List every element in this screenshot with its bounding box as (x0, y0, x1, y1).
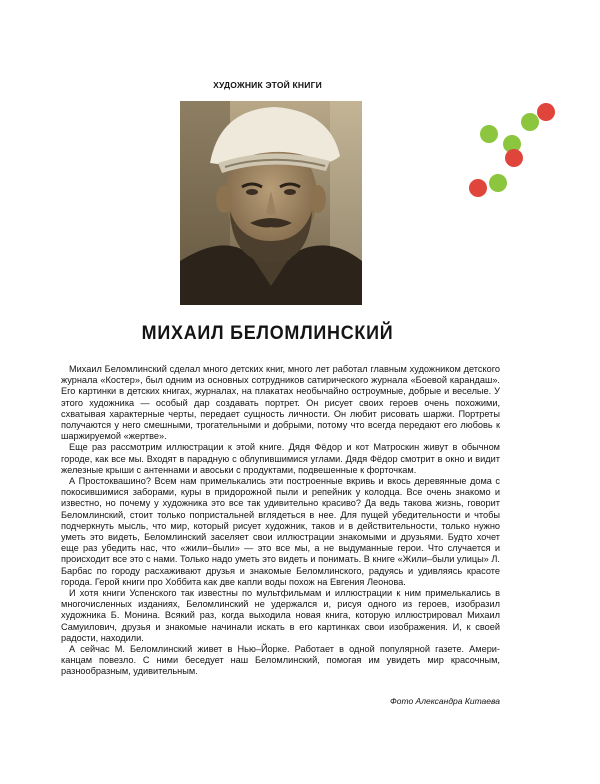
article-body (61, 364, 500, 678)
dot-red-1 (537, 103, 555, 121)
paragraph: Михаил Беломлинский сделал много детских книг, много лет работал главным художником детского журнала «Костер», был одним из основных сотрудников сатирического журнала «Боевой карандаш». Его картинки в детских книгах, журналах, на плакатах необычайно остроумные, добрые и веселые. У этого художника — особый дар создавать портрет. Он рисует своих героев очень похожими, схватывая характерные черты, передает сущность личности. Он любит рисовать шаржи. Портреты получаются у него смешными, трогательными и добрыми, потому что всегда передают его любовь к шаржируемой «жертве». (61, 364, 500, 442)
dot-red-3 (469, 179, 487, 197)
paragraph: Еще раз рассмотрим иллюстрации к этой книге. Дядя Фёдор и кот Матроскин живут в обычном городе, как все мы. Входят в парадную с облупившимися углами. Дядя Фёдор смотрит в окно и видит железные крыши с антеннами и авоськи с продуктами, подвешенные к форточкам. (61, 442, 500, 475)
paragraph: И хотя книги Успенского так известны по мультфильмам и иллюстрации к ним примелькались в многочисленных изданиях, Беломлинский не удержался и, рисуя одного из героев, изобразил художника Б. Монина. Всякий раз, когда выходила новая книга, которую иллюстрировал Михаил Самуилович, друзья и знакомые начинали искать в его картинках свои изображения. И, к своей радости, находили. (61, 588, 500, 643)
dot-red-2 (505, 149, 523, 167)
dot-green-1 (480, 125, 498, 143)
dot-green-4 (489, 174, 507, 192)
photo-credit: Фото Александра Китаева (390, 696, 500, 706)
decorative-dots (455, 92, 575, 212)
page-title: МИХАИЛ БЕЛОМЛИНСКИЙ (141, 322, 394, 344)
paragraph: А Простоквашино? Всем нам примелькались эти построенные вкривь и вкось деревянные дома с покосившимися заборами, куры в придорожной пыли и репейник у колодца. Все очень знакомо и известно, но почему у художника это все так удивительно красиво? Да ведь такова жизнь, говорит Беломлинский, стоит только попристальней вглядеться в нее. Для пущей убедительности и чтобы подчеркнуть мысль, что мир, который рисует художник, таков и в действительности, только нужно уметь это видеть, Беломлинский заселяет свои иллюстрации знакомыми и друзьями. Будто хочет еще раз убедить нас, что «жили–были» — это все мы, а не выдуманные герои. Что случается и происходит все это с нами. Только надо уметь это видеть и понимать. В книге «Жили–были улицы» Л. Барбас по городу расхаживают друзья и знакомые Беломлинского, радуясь и удивляясь красоте города. Герой книги про Хоббита как две капли воды похож на Евгения Леонова. (61, 476, 500, 587)
kicker-label: ХУДОЖНИК ЭТОЙ КНИГИ (213, 80, 322, 90)
portrait-photo (180, 101, 362, 305)
paragraph: А сейчас М. Беломлинский живет в Нью–Йорке. Работает в одной популярной газете. Амери-канцам повезло. С ними беседует наш Беломлинский, помогая им увидеть мир красочным, разнообразным, удивительным. (61, 644, 500, 677)
dot-green-3 (521, 113, 539, 131)
